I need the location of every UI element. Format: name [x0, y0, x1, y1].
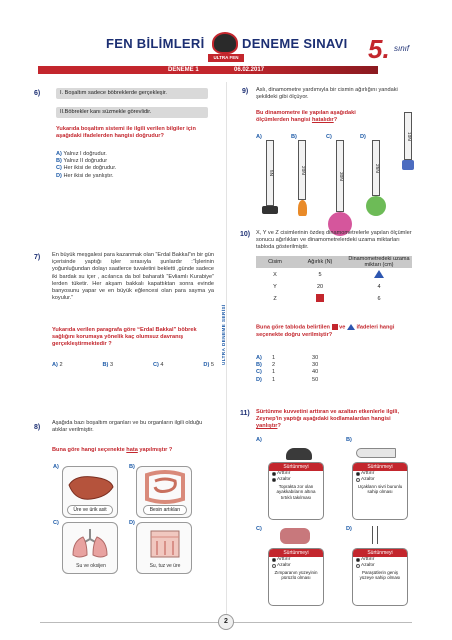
grade-number: 5. — [368, 34, 390, 64]
skin-icon — [137, 525, 193, 565]
q7-question: Yukarıda verilen paragrafa göre “Erdal Bakkal” böbrek sağlığını korumaya yönelik kaç olumsuz davranış gerçekleştirmektedir ? — [52, 327, 197, 348]
page-number: 2 — [218, 614, 234, 630]
q8-option-b-label: Besin artıkları — [143, 505, 187, 515]
q11-option-d-letter: D) — [346, 526, 352, 532]
radio-selected-icon — [272, 478, 276, 482]
q11-option-c-letter: C) — [256, 526, 262, 532]
q10-options — [256, 355, 356, 384]
q9-option-c-dynamometer[interactable]: 30N — [336, 140, 344, 212]
q7-option-c[interactable]: C) 4 — [152, 362, 164, 368]
header-title-left: FEN BİLİMLERİ — [106, 36, 205, 51]
q9-reference-weight — [402, 160, 414, 170]
q11-option-c-box[interactable]: Sürtünmeyi Arttırır Azaltır Zımparanın yüzeyinin pürüzlü olması — [268, 548, 324, 606]
table-row: Y 20 4 — [256, 281, 412, 293]
q10-option-a[interactable]: A) 1 30 — [256, 355, 319, 361]
q10-option-b[interactable]: B) 2 30 — [256, 362, 319, 369]
radio-empty-icon — [272, 564, 276, 568]
logo-banner: ULTRA FEN — [208, 54, 244, 62]
q10-table — [256, 256, 412, 306]
q11-option-c-desc: Zımparanın yüzeyinin pürüzlü olması — [274, 570, 318, 581]
table-row: Z 6 — [256, 293, 412, 305]
header-bar — [38, 66, 378, 74]
q11-option-a-box[interactable]: Sürtünmeyi Arttırır Azaltır Toprakta zor olan ayakkabıların altına tırtıklı takılması — [268, 462, 324, 520]
grade-word: sınıf — [394, 44, 410, 53]
q8-question: Buna göre hangi seçenekte hata yapılmıştır ? — [52, 447, 173, 453]
q11-question: Sürtünme kuvvetini arttıran ve azaltan etkenlerle ilgili, Zeynep'in yaptığı aşağıdaki kodlamalardan hangisi yanlıştır? — [256, 409, 399, 430]
q6-statement-1: I. Boşaltım sadece böbreklerde gerçekleşir. — [56, 88, 208, 99]
shoe-icon — [286, 448, 312, 460]
q7-option-b[interactable]: B) 3 — [102, 362, 114, 368]
header — [0, 30, 452, 90]
logo — [212, 32, 238, 54]
q8-option-c-label: Su ve oksijen — [76, 563, 106, 569]
square-icon — [332, 324, 338, 330]
q9-question: Bu dinamometre ile yapılan aşağıdaki ölçümlerden hangisi hatalıdır? — [256, 110, 356, 124]
airplane-icon — [356, 448, 396, 458]
square-icon — [316, 294, 324, 302]
radio-selected-icon — [272, 472, 276, 476]
q9-option-a-letter: A) — [256, 134, 262, 140]
radio-empty-icon — [356, 564, 360, 568]
header-title-right: DENEME SINAVI — [242, 36, 348, 51]
q9-option-b-weight — [298, 200, 307, 216]
q9-option-b-letter: B) — [291, 134, 297, 140]
q8-option-a-label: Üre ve ürik asit — [67, 505, 113, 515]
q11-option-b-desc: Uçakların sivri burunlu sahip olması — [357, 484, 403, 495]
q10-option-c[interactable]: C) 1 40 — [256, 369, 319, 376]
radio-selected-icon — [356, 558, 360, 562]
q9-option-a-dynamometer[interactable]: 5N — [266, 140, 274, 206]
q8-option-c-letter: C) — [53, 520, 59, 526]
q9-option-b-dynamometer[interactable]: 20N — [298, 140, 306, 200]
q8-text: Aşağıda bazı boşaltım organları ve bu organların ilgili olduğu atıklar verilmiştir. — [52, 420, 203, 434]
radio-empty-icon — [356, 478, 360, 482]
lungs-icon — [63, 525, 119, 565]
q6-option-a[interactable]: A) Yalnız I doğrudur. — [56, 151, 107, 157]
sandpaper-icon — [280, 528, 310, 544]
q11-option-b-box[interactable]: Sürtünmeyi Arttırır Azaltır Uçakların sivri burunlu sahip olması — [352, 462, 408, 520]
side-series-label: ULTRA DENEME SERİSİ — [221, 304, 226, 366]
q6-option-b[interactable]: B) Yalnız II doğrudur — [56, 158, 108, 165]
triangle-icon — [374, 270, 384, 278]
q9-number: 9) — [242, 88, 249, 95]
exam-number: DENEME 1 — [168, 66, 199, 73]
q7-number: 7) — [34, 254, 41, 261]
q9-reference-dynamometer: 10N — [404, 112, 412, 160]
q8-question-highlight: hata — [126, 447, 138, 453]
q11-option-a-letter: A) — [256, 437, 262, 443]
q9-option-a-weight — [262, 206, 278, 214]
q8-option-b-letter: B) — [129, 464, 135, 470]
q9-option-c-letter: C) — [326, 134, 332, 140]
q8-option-a-card[interactable] — [62, 466, 118, 518]
q6-question: Yukarıda boşaltım sistemi ile ilgili verilen bilgiler için aşağıdaki ifadelerden hangisi doğrudur? — [56, 126, 196, 140]
q10-question: Buna göre tabloda belirtilen ve ifadeleri hangi seçenekte doğru verilmiştir? — [256, 324, 395, 338]
q7-text: En büyük meşgalesi para kazanmak olan “Erdal Bakkal”ın bir gün içerisinde yaptığı işler sırasıyla şunlardır :“İşlerinin yoğunluğundan dolayı saatlerce tuvaletini bekletti ,günde sadece iki bardak su içer , acılarıca da bol baharatlı “Evliamlı Kurabiye” lerden tüketir. Her akşam bakkalı kapattıktan sonra evinde banyosunu yapar ve en büyük eğlencesi olan para sayma ya koyulur.” — [52, 252, 214, 302]
q9-option-d-letter: D) — [360, 134, 366, 140]
table-row: X 5 — [256, 269, 412, 281]
q10-text: X, Y ve Z cisimlerinin özdeş dinamometrelerle yapılan ölçümler sonucu ağırlıkları ve dinamometrelerdeki uzama miktarları tabloda gösterilmiştir. — [256, 230, 412, 251]
q7-option-d[interactable]: D) 5 — [203, 362, 214, 368]
exam-date: 06.02.2017 — [234, 66, 265, 73]
intestine-icon — [137, 469, 193, 509]
q6-statement-2: II.Böbrekler kanı süzmekle görevlidir. — [56, 107, 208, 118]
q11-option-a-desc: Toprakta zor olan ayakkabıların altına tırtıklı takılması — [276, 484, 316, 500]
triangle-icon — [347, 324, 355, 330]
parachute-icon — [372, 526, 378, 544]
q8-option-d-card[interactable] — [136, 522, 192, 574]
q8-option-d-letter: D) — [129, 520, 135, 526]
q8-number: 8) — [34, 424, 41, 431]
q6-options — [56, 151, 206, 180]
q11-question-highlight: yanlıştır — [256, 423, 278, 430]
q9-question-highlight: hatalıdır — [311, 117, 334, 124]
q9-option-d-dynamometer[interactable]: 25N — [372, 140, 380, 196]
q10-header-cisim: Cisim — [256, 256, 294, 269]
radio-selected-icon — [272, 558, 276, 562]
column-divider — [226, 82, 227, 622]
q8-option-c-card[interactable] — [62, 522, 118, 574]
q8-option-b-card[interactable] — [136, 466, 192, 518]
q8-option-d-label: Su, tuz ve üre — [149, 563, 181, 569]
q8-option-a-letter: A) — [53, 464, 59, 470]
q7-options — [52, 362, 214, 369]
q11-option-b-letter: B) — [346, 437, 352, 443]
q10-header-agirlik: Ağırlık (N) — [294, 256, 346, 269]
q7-option-a[interactable]: A) 2 — [52, 362, 63, 368]
q6-number: 6) — [34, 90, 41, 97]
q10-option-d[interactable]: D) 1 50 — [256, 376, 319, 383]
q9-option-d-weight — [366, 196, 386, 216]
q6-option-c[interactable]: C) Her ikisi de doğrudur. — [56, 165, 117, 172]
radio-selected-icon — [356, 472, 360, 476]
q11-number: 11) — [240, 410, 250, 417]
q10-number: 10) — [240, 231, 251, 238]
q6-option-d[interactable]: D) Her ikisi de yanlıştır. — [56, 172, 114, 179]
q11-option-d-desc: Paraşütlerin geniş yüzeye sahip olması — [359, 570, 401, 581]
q11-option-d-box[interactable]: Sürtünmeyi Arttırır Azaltır Paraşütlerin geniş yüzeye sahip olması — [352, 548, 408, 606]
q9-text: Aslı, dinamometre yardımıyla bir cismin ağırlığını yandaki şekildeki gibi ölçüyor. — [256, 87, 398, 101]
q10-header-uzama: Dinamometredeki uzama miktarı (cm) — [346, 256, 412, 269]
